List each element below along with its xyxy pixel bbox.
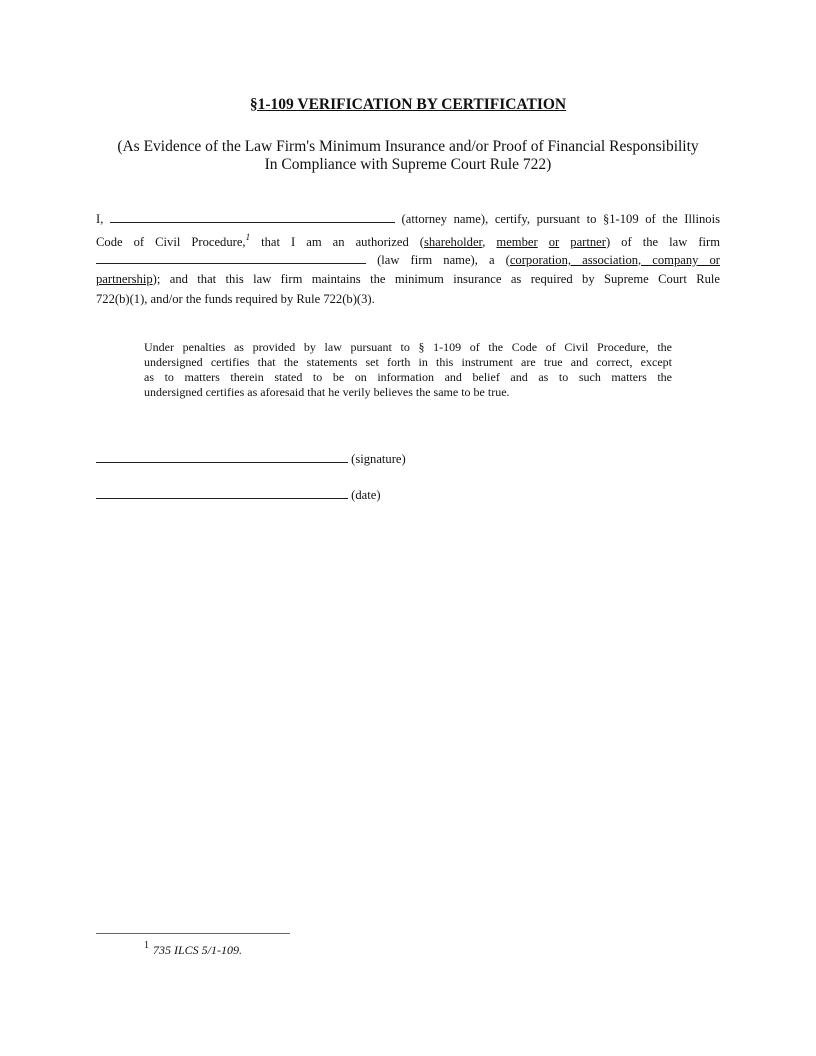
signature-blank[interactable] — [96, 451, 348, 463]
signature-row — [96, 451, 406, 467]
penalties-line-4: undersigned certifies as aforesaid that he verily believes the same to be true. — [144, 385, 510, 399]
certification-line-2 — [96, 232, 720, 250]
penalties-line-1: Under penalties as provided by law pursuant to § 1-109 of the Code of Civil Procedure, the — [144, 340, 672, 354]
subtitle-line-2: In Compliance with Supreme Court Rule 722) — [264, 156, 552, 173]
date-label: (date) — [348, 488, 381, 502]
text — [559, 235, 570, 249]
certification-line-5: 722(b)(1), and/or the funds required by Rule 722(b)(3). — [96, 292, 375, 306]
text: , — [482, 235, 497, 249]
text: (law firm name), a ( — [366, 253, 510, 267]
penalties-line-2: undersigned certifies that the statements set forth in this instrument are true and correct, except — [144, 355, 672, 369]
certification-line-3 — [96, 252, 720, 268]
option-member: member — [496, 235, 538, 249]
penalties-line-3: as to matters therein stated to be on information and belief and as to such matters the — [144, 370, 672, 384]
text: (attorney name), certify, pursuant to §1-109 of the Illinois — [394, 212, 720, 226]
document-title: §1-109 VERIFICATION BY CERTIFICATION — [249, 96, 567, 113]
attorney-name-blank[interactable] — [110, 211, 395, 223]
date-blank[interactable] — [96, 487, 348, 499]
option-partner: partner — [570, 235, 606, 249]
signature-label: (signature) — [348, 452, 406, 466]
subtitle-line-1: (As Evidence of the Law Firm's Minimum Insurance and/or Proof of Financial Responsibility — [117, 138, 699, 155]
text: I, — [96, 212, 110, 226]
text: ) of the law firm — [605, 235, 721, 249]
certification-line-4 — [96, 272, 720, 287]
text-or: or — [548, 235, 560, 249]
text: that I am an authorized ( — [250, 235, 424, 249]
date-row — [96, 487, 381, 503]
certification-line-1 — [96, 211, 720, 227]
footnote-text: 735 ILCS 5/1-109. — [153, 943, 243, 957]
footnote-separator — [96, 933, 290, 934]
footnote-reference: 1 — [245, 232, 251, 242]
law-firm-name-blank[interactable] — [96, 252, 366, 264]
option-partnership: partnership — [96, 272, 153, 286]
text — [538, 235, 549, 249]
text: Code of Civil Procedure, — [96, 235, 246, 249]
footnote — [144, 940, 242, 958]
text: ); and that this law firm maintains the minimum insurance as required by Supreme Court Rule — [152, 272, 720, 286]
option-shareholder: shareholder — [423, 235, 483, 249]
footnote-number: 1 — [144, 940, 149, 951]
entity-type-options: corporation, association, company or — [509, 253, 721, 267]
